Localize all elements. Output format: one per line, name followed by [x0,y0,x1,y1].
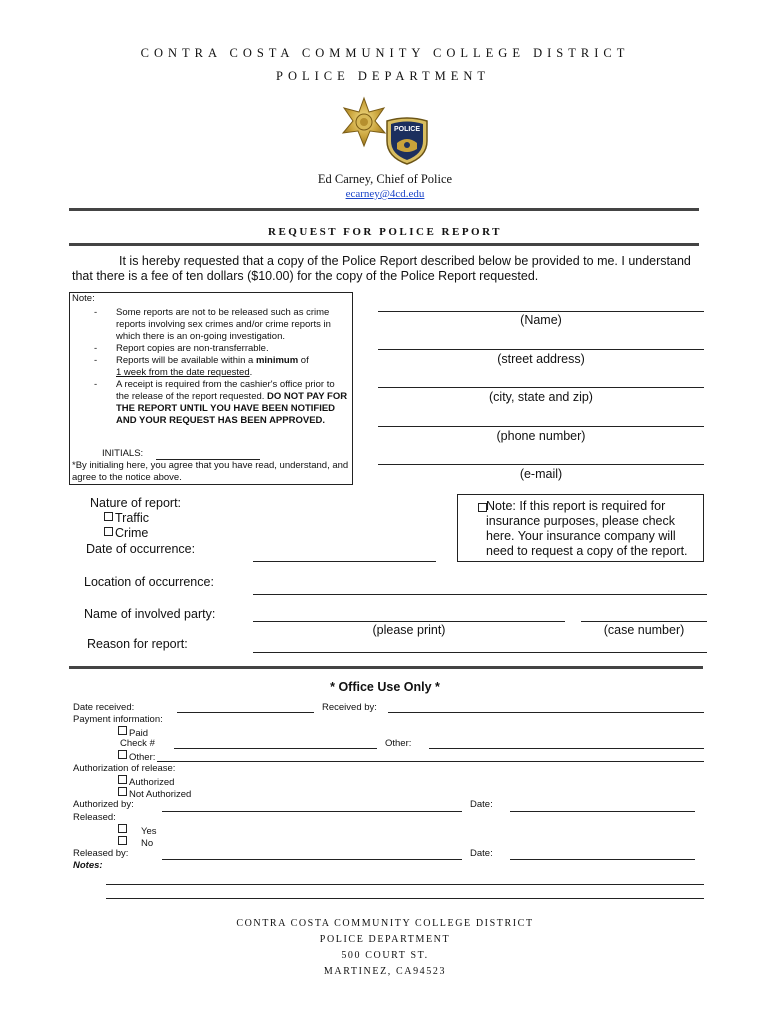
police-shield-icon [383,115,431,165]
location-input[interactable] [253,594,707,595]
date-occurrence-input[interactable] [253,561,436,562]
city-input[interactable] [378,387,704,388]
notes-input-1[interactable] [106,884,704,885]
date-input-1[interactable] [510,811,695,812]
traffic-checkbox[interactable]: Traffic [104,511,149,525]
insurance-note-text: Note: If this report is required for insurance purposes, please check here. Your insurance company will need to request a copy of the report. [486,499,688,558]
checkbox-icon [118,836,127,845]
notes-label: Notes: [73,860,103,871]
footer-district: CONTRA COSTA COMMUNITY COLLEGE DISTRICT [236,918,534,929]
footer-city: MARTINEZ, CA94523 [323,966,447,977]
other-payment-label: Other: [385,738,412,749]
reason-label: Reason for report: [87,637,188,651]
received-by-label: Received by: [322,702,377,713]
notes-input-2[interactable] [106,898,704,899]
checkbox-icon [118,775,127,784]
footer-street: 500 COURT ST. [341,950,429,961]
department-heading: POLICE DEPARTMENT [276,69,491,83]
released-no-checkbox[interactable]: No [118,836,153,850]
note-item: - Report copies are non-transferrable. [94,343,269,354]
released-label: Released: [73,812,116,823]
city-label: (city, state and zip) [489,390,593,404]
case-number-input[interactable] [581,621,707,622]
party-name-input[interactable] [253,621,565,622]
initials-label: INITIALS: [102,448,144,459]
svg-text:POLICE: POLICE [393,126,421,133]
date-label-2: Date: [470,848,493,859]
paid-checkbox[interactable]: Paid [118,726,148,740]
not-authorized-checkbox[interactable]: Not Authorized [118,787,191,801]
authorized-by-label: Authorized by: [73,799,134,810]
checkbox-icon [118,824,127,833]
check-number-input[interactable] [174,748,377,749]
location-label: Location of occurrence: [84,575,214,589]
header-divider [69,208,699,211]
date-label-1: Date: [470,799,493,810]
phone-label: (phone number) [496,429,586,443]
note-item: - A receipt is required from the cashier's office prior to the release of the report requested. DO NOT PAY FOR THE REPORT UNTIL YOU HAVE BEEN NOTIFIED AND YOUR REQUEST HAS BEEN APPROVED. [94,379,348,426]
checkbox-icon [118,750,127,759]
star-badge-icon [341,96,387,148]
email-input[interactable] [378,464,704,465]
email-label: (e-mail) [519,467,563,481]
chief-name: Ed Carney, Chief of Police [317,172,453,186]
district-heading: CONTRA COSTA COMMUNITY COLLEGE DISTRICT [140,46,630,60]
name-label: (Name) [520,313,562,327]
office-use-title: * Office Use Only * [330,680,440,694]
checkbox-icon [478,503,487,512]
released-yes-checkbox[interactable]: Yes [118,824,157,838]
name-input[interactable] [378,311,704,312]
date-occurrence-label: Date of occurrence: [86,542,196,556]
other-checkbox-input[interactable] [157,761,704,762]
reason-input[interactable] [253,652,707,653]
note-item: - Some reports are not to be released such as crime reports involving sex crimes and/or crime reports in which there is an on-going investigation. [94,307,331,342]
street-label: (street address) [497,352,585,366]
other-checkbox[interactable]: Other: [118,750,155,764]
agreement-text: *By initialing here, you agree that you have read, understand, and agree to the notice above. [72,460,349,483]
note-box [69,292,353,485]
party-label: Name of involved party: [84,607,216,621]
received-by-input[interactable] [388,712,704,713]
title-divider [69,243,699,246]
intro-paragraph: It is hereby requested that a copy of the Police Report described below be provided to me. I understand that there is a fee of ten dollars ($10.00) for the copy of the Police Report requested. [72,254,691,283]
checkbox-icon [104,527,113,536]
released-by-label: Released by: [73,848,129,859]
case-number-label: (case number) [603,623,685,637]
form-title: REQUEST FOR POLICE REPORT [268,226,502,238]
authorized-checkbox[interactable]: Authorized [118,775,174,789]
auth-release-label: Authorization of release: [73,763,176,774]
checkbox-icon [118,726,127,735]
date-input-2[interactable] [510,859,695,860]
note-heading: Note: [72,293,95,304]
chief-email-link[interactable]: ecarney@4cd.edu [345,188,425,200]
other-payment-input[interactable] [429,748,704,749]
nature-label: Nature of report: [90,496,182,510]
authorized-by-input[interactable] [162,811,462,812]
crime-checkbox[interactable]: Crime [104,526,148,540]
checkbox-icon [104,512,113,521]
released-by-input[interactable] [162,859,462,860]
street-input[interactable] [378,349,704,350]
footer-department: POLICE DEPARTMENT [319,934,451,945]
checkbox-icon [118,787,127,796]
payment-label: Payment information: [73,714,163,725]
date-received-label: Date received: [73,702,135,713]
office-divider [69,666,703,669]
note-item: - Reports will be available within a minimum of 1 week from the date requested. [94,355,309,378]
check-number-label: Check # [120,738,155,749]
date-received-input[interactable] [177,712,314,713]
phone-input[interactable] [378,426,704,427]
please-print-label: (please print) [372,623,446,637]
insurance-note-box[interactable] [457,494,704,562]
